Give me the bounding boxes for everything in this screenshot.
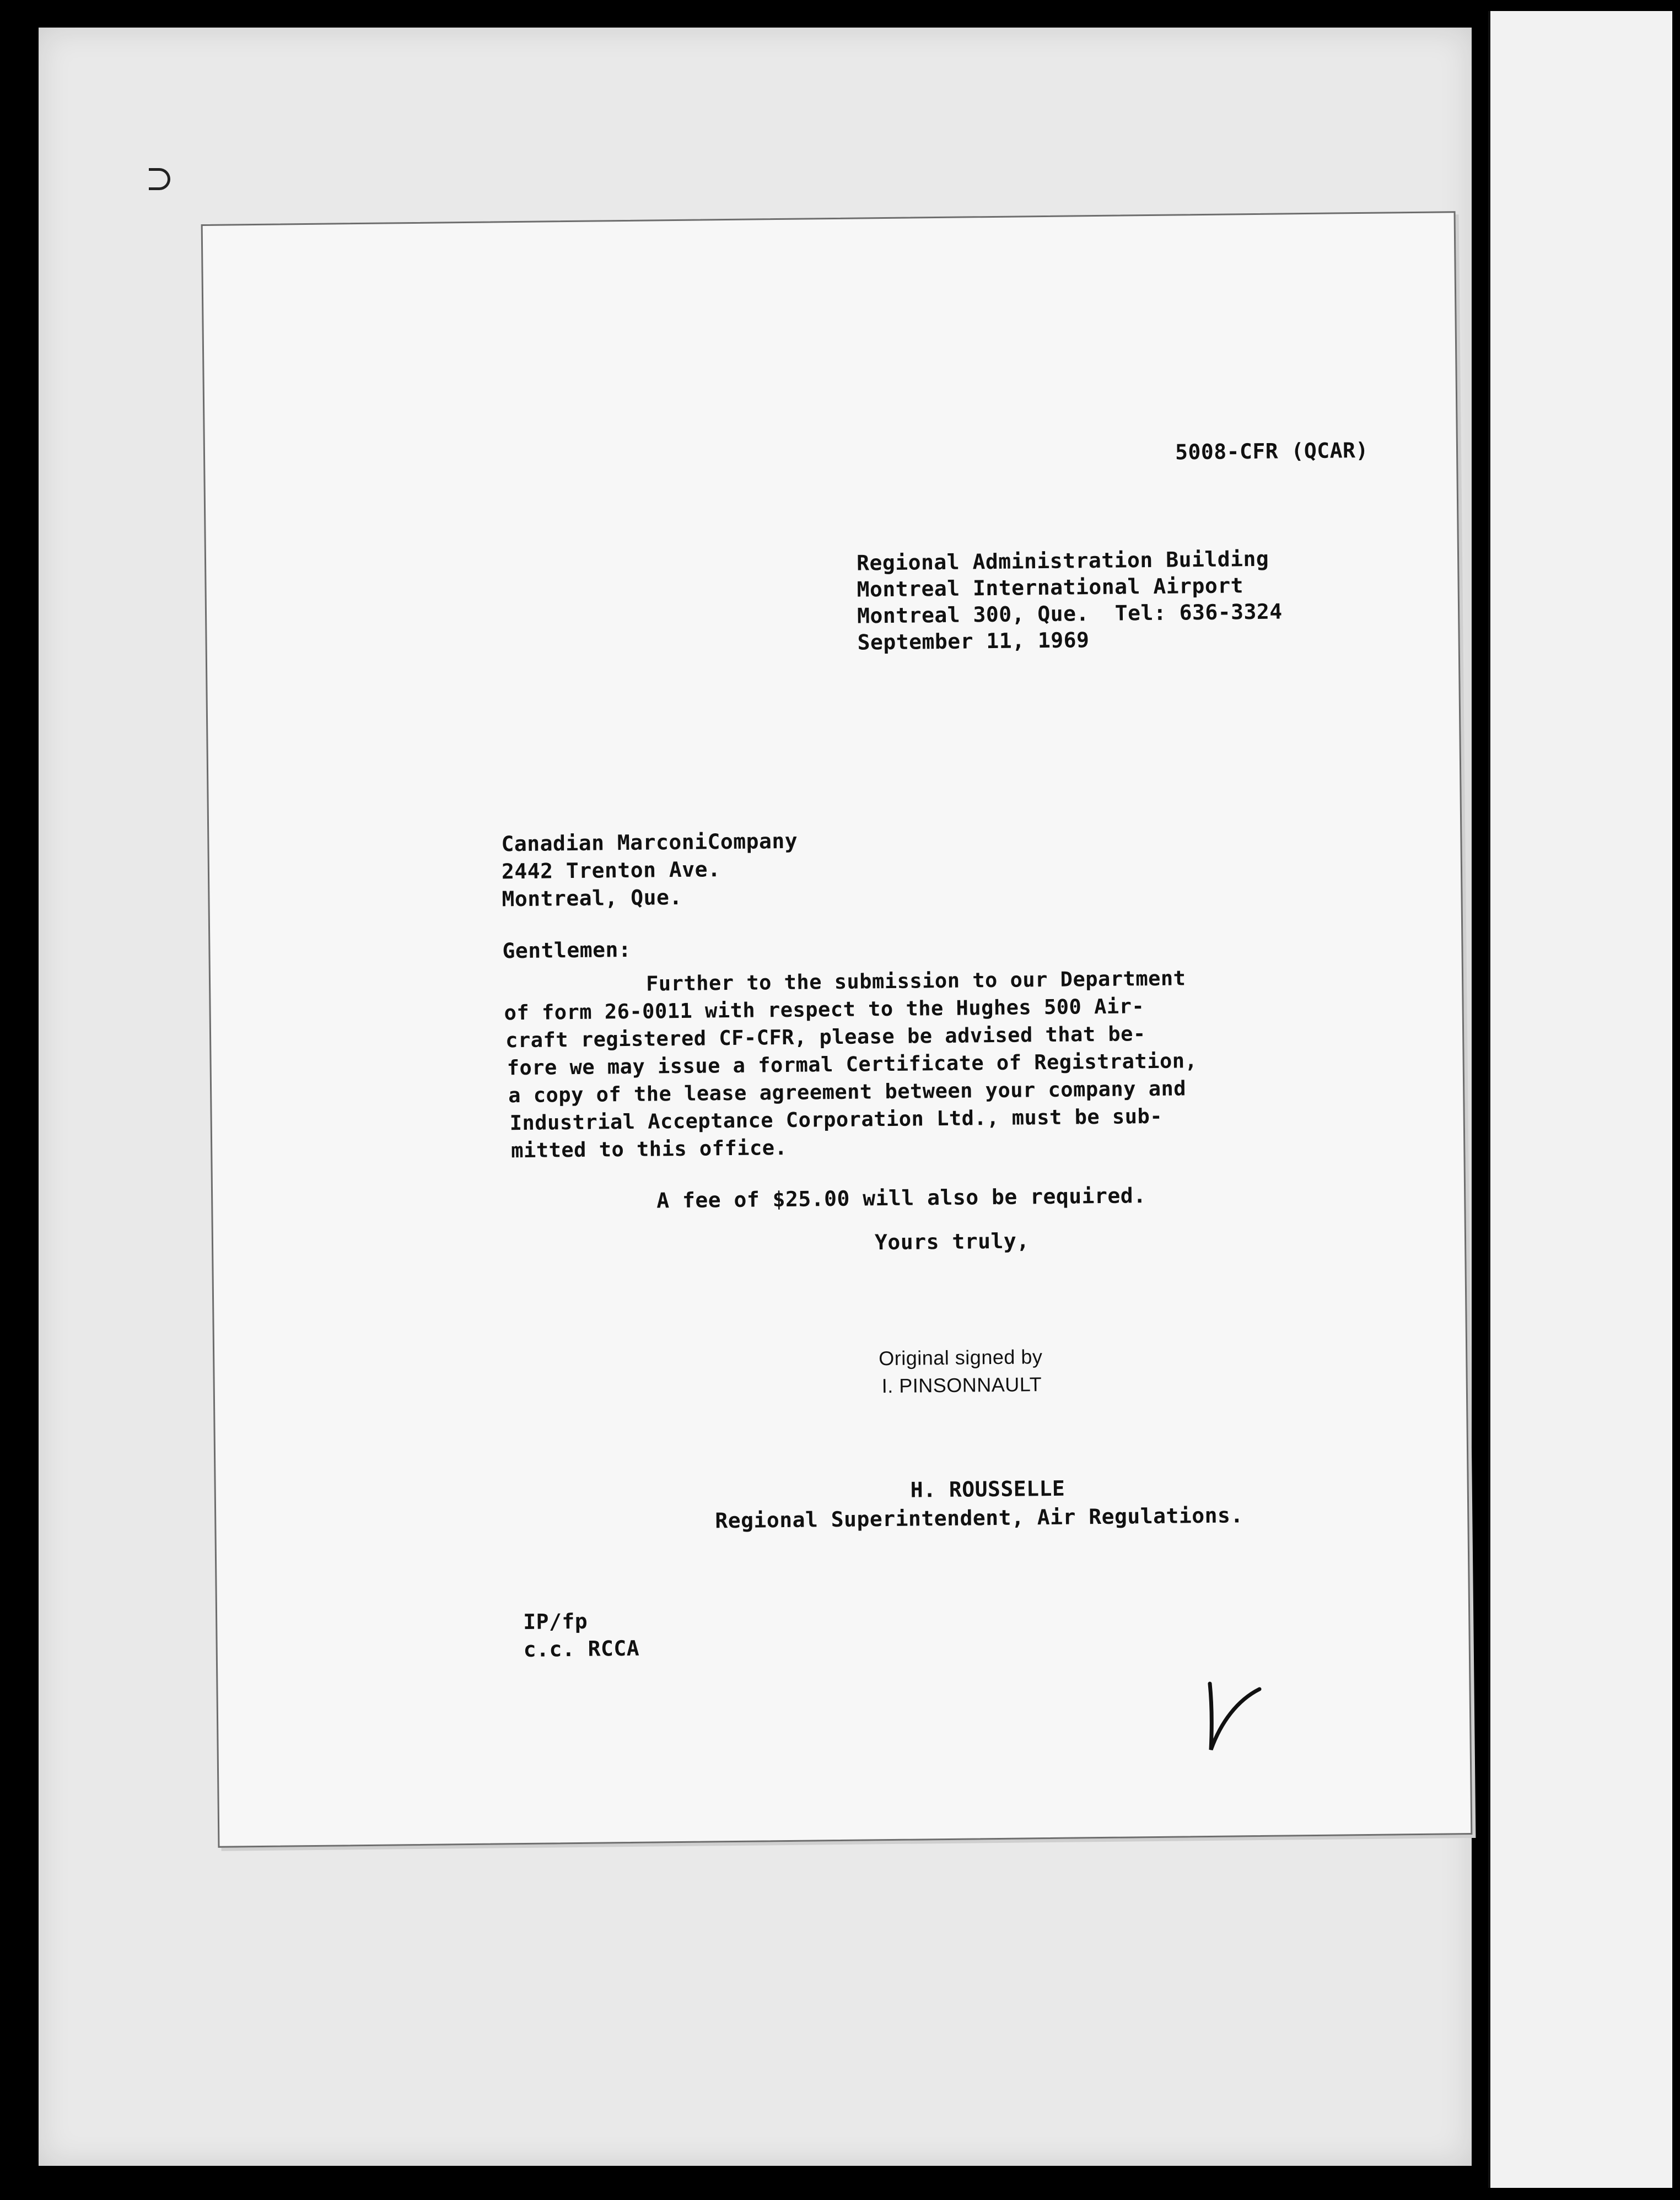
signatory-title: Regional Superintendent, Air Regulations.: [715, 1503, 1243, 1533]
sender-address-line-1: Regional Administration Building: [856, 546, 1269, 575]
signed-note-line-2: I. PINSONNAULT: [881, 1373, 1042, 1398]
recipient-line-1: Canadian MarconiCompany: [501, 828, 798, 856]
body-line-6: Industrial Acceptance Corporation Ltd., must be sub-: [509, 1104, 1163, 1135]
letter-date: September 11, 1969: [857, 628, 1090, 655]
handwritten-check-icon: [1204, 1678, 1265, 1755]
right-page-edge: [1488, 11, 1672, 2188]
typist-initials: IP/fp: [523, 1609, 588, 1635]
body-line-4: fore we may issue a formal Certificate of Registration,: [507, 1049, 1198, 1080]
recipient-line-2: 2442 Trenton Ave.: [501, 857, 721, 884]
recipient-line-3: Montreal, Que.: [502, 885, 682, 912]
body-line-2: of form 26-0011 with respect to the Hughes 500 Air-: [504, 994, 1145, 1025]
handwritten-mark: [149, 168, 170, 190]
body-line-7: mitted to this office.: [511, 1135, 788, 1163]
signed-note-line-1: Original signed by: [879, 1345, 1043, 1370]
fee-line: A fee of $25.00 will also be required.: [656, 1183, 1146, 1213]
signatory-name: H. ROUSSELLE: [910, 1476, 1065, 1502]
salutation: Gentlemen:: [502, 937, 632, 963]
reference-number: 5008-CFR (QCAR): [1175, 438, 1369, 465]
body-line-5: a copy of the lease agreement between your company and: [508, 1076, 1187, 1108]
sender-address-line-3: Montreal 300, Que. Tel: 636-3324: [857, 599, 1283, 628]
sender-address-line-2: Montreal International Airport: [857, 573, 1244, 602]
closing: Yours truly,: [874, 1228, 1030, 1255]
letter-page: [201, 211, 1473, 1848]
body-line-1: Further to the submission to our Department: [645, 966, 1186, 996]
carbon-copy: c.c. RCCA: [523, 1636, 640, 1662]
body-line-3: craft registered CF-CFR, please be advised that be-: [505, 1022, 1146, 1053]
